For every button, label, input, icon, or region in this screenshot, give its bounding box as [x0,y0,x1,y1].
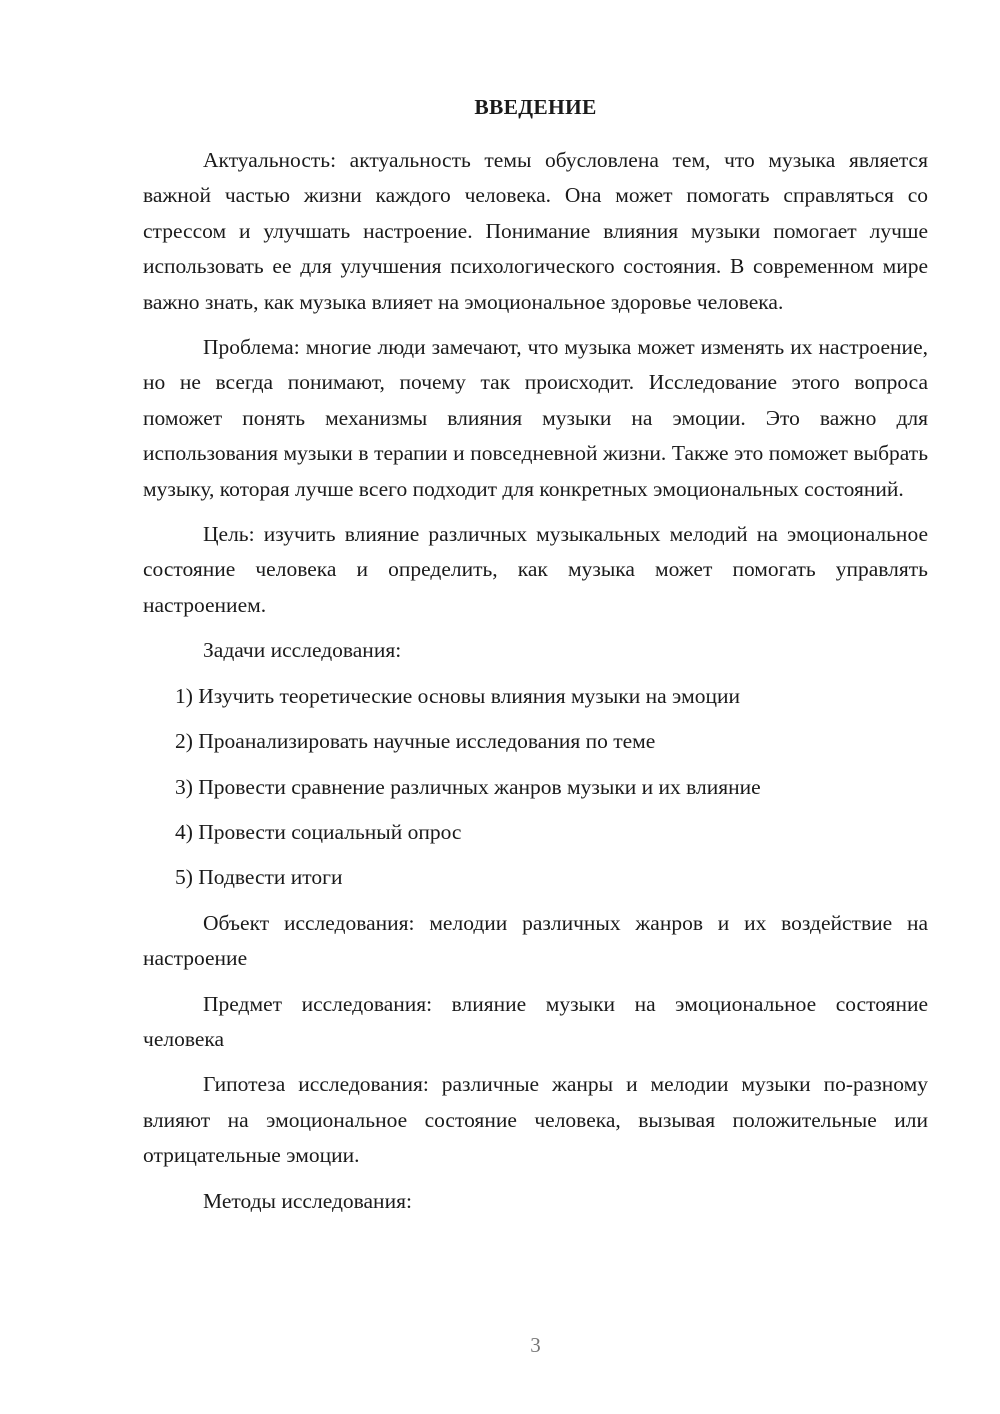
tasks-heading: Задачи исследования: [203,638,402,663]
page-number: 3 [530,1333,541,1357]
subject-paragraph: Предмет исследования: влияние музыки на эмоциональное состояние человека [143,991,928,1051]
task-item: 5) Подвести итоги [175,865,343,890]
hypothesis-paragraph: Гипотеза исследования: различные жанры и мелодии музыки по-разному влияют на эмоциональное состояние человека, вызывая положительные или отрицательные эмоции. [143,1072,928,1168]
task-item: 4) Провести социальный опрос [175,819,462,844]
section-heading: ВВЕДЕНИЕ [474,95,597,119]
document-page [143,0,928,1414]
body-text [143,143,928,1229]
task-item: 3) Провести сравнение различных жанров музыки и их влияние [175,774,761,799]
methods-heading: Методы исследования: [203,1188,412,1213]
task-item: 2) Проанализировать научные исследования по теме [175,729,656,754]
relevance-paragraph: Актуальность: актуальность темы обусловлена тем, что музыка является важной частью жизни каждого человека. Она может помогать справляться со стрессом и улучшать настроение. Понимание влияния музыки помогает лучше использовать ее для улучшения психологического состояния. В современном мире важно знать, как музыка влияет на эмоциональное здоровье человека. [143,148,928,314]
object-paragraph: Объект исследования: мелодии различных жанров и их воздействие на настроение [143,910,928,971]
goal-paragraph: Цель: изучить влияние различных музыкальных мелодий на эмоциональное состояние человека и определить, как музыка может помогать управлять настроением. [143,522,928,617]
problem-paragraph: Проблема: многие люди замечают, что музыка может изменять их настроение, но не всегда понимают, почему так происходит. Исследование этого вопроса поможет понять механизмы влияния музыки на эмоции. Это важно для использования музыки в терапии и повседневной жизни. Также это поможет выбрать музыку, которая лучше всего подходит для конкретных эмоциональных состояний. [143,335,928,501]
task-item: 1) Изучить теоретические основы влияния музыки на эмоции [175,683,740,708]
